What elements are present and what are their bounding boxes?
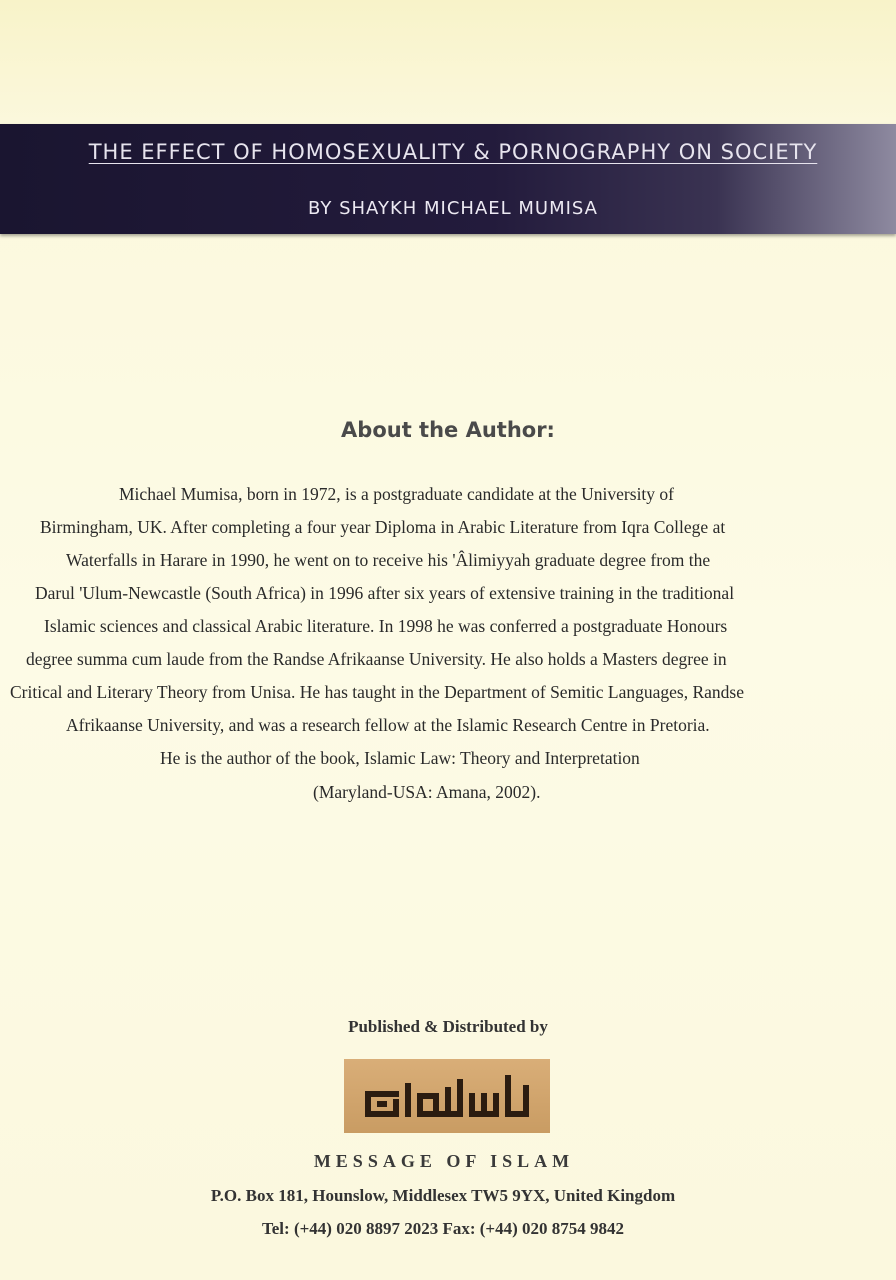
- book-title: THE EFFECT OF HOMOSEXUALITY & PORNOGRAPHY ON SOCIETY: [88, 140, 818, 164]
- bio-line: Michael Mumisa, born in 1972, is a postgraduate candidate at the University of: [119, 484, 675, 504]
- bio-line: Afrikaanse University, and was a research fellow at the Islamic Research Centre in Pretoria.: [66, 715, 710, 735]
- bio-line: degree summa cum laude from the Randse Afrikaanse University. He also holds a Masters degree in: [26, 649, 727, 669]
- bio-line: Darul 'Ulum-Newcastle (South Africa) in 1996 after six years of extensive training in the traditional: [35, 583, 735, 603]
- about-author-heading: About the Author:: [341, 418, 555, 442]
- bio-line: Islamic sciences and classical Arabic literature. In 1998 he was conferred a postgraduate Honours: [44, 616, 728, 636]
- bio-line: Critical and Literary Theory from Unisa. He has taught in the Department of Semitic Languages, Randse: [10, 682, 744, 702]
- bio-line: He is the author of the book, Islamic Law: Theory and Interpretation: [160, 748, 640, 768]
- publisher-contact: Tel: (+44) 020 8897 2023 Fax: (+44) 020 8754 9842: [261, 1219, 625, 1238]
- book-author: BY SHAYKH MICHAEL MUMISA: [307, 198, 598, 219]
- bio-line: Birmingham, UK. After completing a four year Diploma in Arabic Literature from Iqra College at: [40, 517, 726, 537]
- bio-line: Waterfalls in Harare in 1990, he went on to receive his 'Âlimiyyah graduate degree from the: [66, 550, 711, 570]
- bio-line: (Maryland-USA: Amana, 2002).: [313, 782, 541, 802]
- kufic-calligraphy-icon: [359, 1071, 535, 1121]
- publisher-logo: [344, 1059, 550, 1133]
- publisher-address: P.O. Box 181, Hounslow, Middlesex TW5 9YX, United Kingdom: [210, 1186, 676, 1205]
- publisher-name: MESSAGE OF ISLAM: [313, 1151, 575, 1171]
- published-by-label: Published & Distributed by: [348, 1017, 548, 1036]
